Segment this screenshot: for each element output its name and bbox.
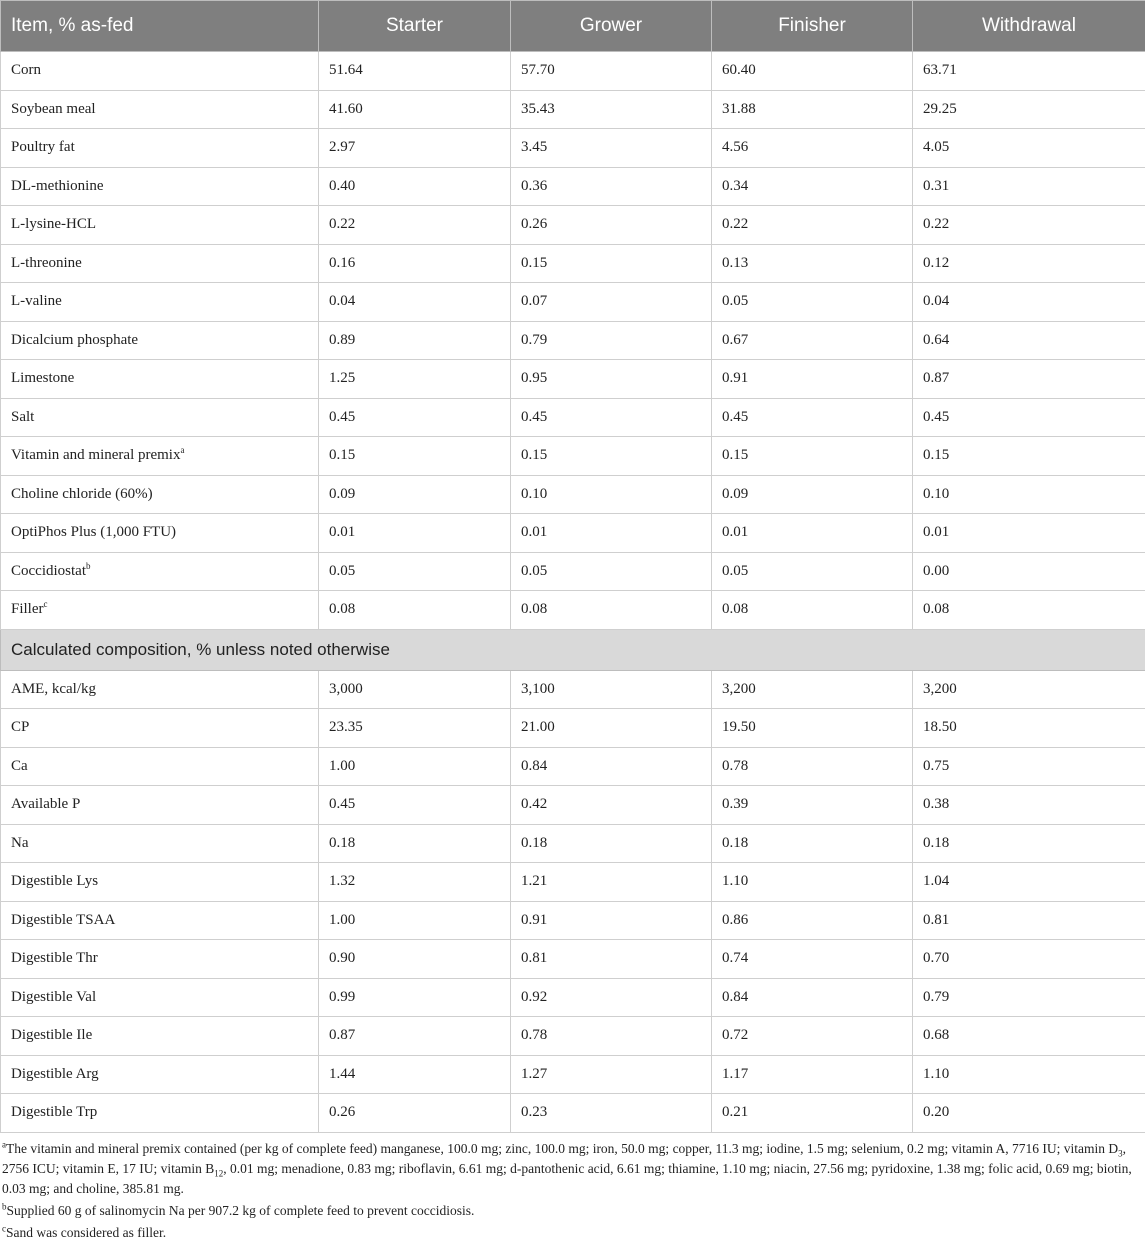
footnote-a-sub-b12: 12 xyxy=(214,1168,223,1178)
header-starter: Starter xyxy=(319,1,511,52)
row-label: Dicalcium phosphate xyxy=(11,332,138,348)
row-label: Na xyxy=(11,835,29,851)
value-cell: 0.34 xyxy=(712,167,913,206)
footnotes xyxy=(0,1133,1145,1243)
value-cell: 0.09 xyxy=(319,475,511,514)
value-cell: 0.90 xyxy=(319,940,511,979)
table-row xyxy=(1,321,1145,360)
value-cell: 0.45 xyxy=(712,398,913,437)
footnote-marker: a xyxy=(180,445,184,455)
value-cell: 0.13 xyxy=(712,244,913,283)
value-cell: 0.79 xyxy=(511,321,712,360)
row-label-cell xyxy=(1,591,319,630)
footnote-c-mark: c xyxy=(2,1223,6,1233)
value-cell: 0.78 xyxy=(712,747,913,786)
table-row xyxy=(1,901,1145,940)
footnote-c-text: Sand was considered as filler. xyxy=(6,1225,166,1240)
table-header-row xyxy=(1,1,1145,52)
row-label: Coccidiostat xyxy=(11,563,86,579)
composition-rows xyxy=(1,670,1145,1132)
table-row xyxy=(1,709,1145,748)
value-cell: 0.08 xyxy=(511,591,712,630)
value-cell: 3,000 xyxy=(319,670,511,709)
row-label: AME, kcal/kg xyxy=(11,681,96,697)
value-cell: 0.18 xyxy=(511,824,712,863)
table-row xyxy=(1,1017,1145,1056)
row-label: Corn xyxy=(11,62,41,78)
header-grower: Grower xyxy=(511,1,712,52)
row-label: Digestible Val xyxy=(11,989,96,1005)
row-label-cell xyxy=(1,206,319,245)
value-cell: 0.84 xyxy=(712,978,913,1017)
footnote-b-text: Supplied 60 g of salinomycin Na per 907.2 kg of complete feed to prevent coccidiosis. xyxy=(7,1203,475,1218)
value-cell: 0.87 xyxy=(913,360,1145,399)
header-item: Item, % as-fed xyxy=(1,1,319,52)
value-cell: 0.15 xyxy=(511,437,712,476)
section-label: Calculated composition, % unless noted otherwise xyxy=(1,629,1145,670)
row-label: L-valine xyxy=(11,293,62,309)
row-label-cell xyxy=(1,398,319,437)
value-cell: 0.08 xyxy=(913,591,1145,630)
row-label: DL-methionine xyxy=(11,178,103,194)
table-row xyxy=(1,978,1145,1017)
row-label: OptiPhos Plus (1,000 FTU) xyxy=(11,524,176,540)
value-cell: 0.26 xyxy=(319,1094,511,1133)
value-cell: 1.44 xyxy=(319,1055,511,1094)
value-cell: 0.67 xyxy=(712,321,913,360)
row-label-cell xyxy=(1,283,319,322)
table-row xyxy=(1,398,1145,437)
table-row xyxy=(1,670,1145,709)
value-cell: 0.74 xyxy=(712,940,913,979)
table-row xyxy=(1,1055,1145,1094)
value-cell: 0.08 xyxy=(712,591,913,630)
value-cell: 0.15 xyxy=(511,244,712,283)
footnote-marker: b xyxy=(86,561,91,571)
value-cell: 0.08 xyxy=(319,591,511,630)
row-label-cell xyxy=(1,901,319,940)
value-cell: 0.38 xyxy=(913,786,1145,825)
value-cell: 0.42 xyxy=(511,786,712,825)
value-cell: 0.70 xyxy=(913,940,1145,979)
row-label: Ca xyxy=(11,758,28,774)
value-cell: 1.00 xyxy=(319,747,511,786)
table-row xyxy=(1,360,1145,399)
value-cell: 0.15 xyxy=(712,437,913,476)
value-cell: 0.22 xyxy=(319,206,511,245)
value-cell: 0.45 xyxy=(511,398,712,437)
value-cell: 0.91 xyxy=(511,901,712,940)
value-cell: 0.22 xyxy=(712,206,913,245)
value-cell: 18.50 xyxy=(913,709,1145,748)
value-cell: 0.84 xyxy=(511,747,712,786)
value-cell: 1.10 xyxy=(712,863,913,902)
row-label-cell xyxy=(1,129,319,168)
row-label: L-lysine-HCL xyxy=(11,216,96,232)
row-label: Vitamin and mineral premix xyxy=(11,447,180,463)
value-cell: 1.10 xyxy=(913,1055,1145,1094)
value-cell: 0.68 xyxy=(913,1017,1145,1056)
value-cell: 29.25 xyxy=(913,90,1145,129)
header-withdrawal: Withdrawal xyxy=(913,1,1145,52)
value-cell: 0.78 xyxy=(511,1017,712,1056)
row-label-cell xyxy=(1,244,319,283)
footnote-marker: c xyxy=(44,599,48,609)
value-cell: 60.40 xyxy=(712,52,913,91)
value-cell: 21.00 xyxy=(511,709,712,748)
row-label: Digestible Thr xyxy=(11,950,98,966)
section-row xyxy=(1,629,1145,670)
value-cell: 57.70 xyxy=(511,52,712,91)
footnote-b-mark: b xyxy=(2,1201,7,1211)
table-row xyxy=(1,129,1145,168)
value-cell: 3,200 xyxy=(712,670,913,709)
footnote-b xyxy=(2,1201,1135,1221)
row-label: Digestible Ile xyxy=(11,1027,92,1043)
value-cell: 0.31 xyxy=(913,167,1145,206)
row-label-cell xyxy=(1,940,319,979)
row-label-cell xyxy=(1,1094,319,1133)
row-label-cell xyxy=(1,514,319,553)
ingredient-rows xyxy=(1,52,1145,630)
value-cell: 0.45 xyxy=(913,398,1145,437)
value-cell: 0.18 xyxy=(712,824,913,863)
value-cell: 0.89 xyxy=(319,321,511,360)
value-cell: 0.75 xyxy=(913,747,1145,786)
value-cell: 0.18 xyxy=(913,824,1145,863)
value-cell: 3,200 xyxy=(913,670,1145,709)
row-label-cell xyxy=(1,747,319,786)
table-row xyxy=(1,786,1145,825)
row-label-cell xyxy=(1,978,319,1017)
value-cell: 3.45 xyxy=(511,129,712,168)
value-cell: 63.71 xyxy=(913,52,1145,91)
row-label: Poultry fat xyxy=(11,139,75,155)
row-label-cell xyxy=(1,360,319,399)
table-row xyxy=(1,244,1145,283)
table-row xyxy=(1,475,1145,514)
value-cell: 0.10 xyxy=(913,475,1145,514)
value-cell: 0.36 xyxy=(511,167,712,206)
table-row xyxy=(1,437,1145,476)
table-row xyxy=(1,1094,1145,1133)
value-cell: 0.86 xyxy=(712,901,913,940)
value-cell: 0.01 xyxy=(913,514,1145,553)
value-cell: 0.01 xyxy=(511,514,712,553)
row-label: Filler xyxy=(11,601,44,617)
row-label-cell xyxy=(1,52,319,91)
footnote-a-sub-d3: 3 xyxy=(1118,1148,1123,1158)
value-cell: 0.91 xyxy=(712,360,913,399)
table-row xyxy=(1,206,1145,245)
table-row xyxy=(1,747,1145,786)
value-cell: 0.12 xyxy=(913,244,1145,283)
value-cell: 4.56 xyxy=(712,129,913,168)
row-label-cell xyxy=(1,552,319,591)
row-label: Limestone xyxy=(11,370,74,386)
row-label: CP xyxy=(11,719,29,735)
table-row xyxy=(1,514,1145,553)
value-cell: 1.04 xyxy=(913,863,1145,902)
value-cell: 0.15 xyxy=(319,437,511,476)
value-cell: 0.15 xyxy=(913,437,1145,476)
value-cell: 0.40 xyxy=(319,167,511,206)
value-cell: 0.79 xyxy=(913,978,1145,1017)
value-cell: 0.72 xyxy=(712,1017,913,1056)
value-cell: 23.35 xyxy=(319,709,511,748)
value-cell: 19.50 xyxy=(712,709,913,748)
table-row xyxy=(1,167,1145,206)
table-row xyxy=(1,824,1145,863)
value-cell: 1.21 xyxy=(511,863,712,902)
table-row xyxy=(1,283,1145,322)
value-cell: 0.05 xyxy=(319,552,511,591)
value-cell: 0.64 xyxy=(913,321,1145,360)
table-row xyxy=(1,863,1145,902)
row-label: Available P xyxy=(11,796,80,812)
value-cell: 1.32 xyxy=(319,863,511,902)
row-label-cell xyxy=(1,670,319,709)
value-cell: 0.99 xyxy=(319,978,511,1017)
value-cell: 0.07 xyxy=(511,283,712,322)
value-cell: 0.95 xyxy=(511,360,712,399)
row-label-cell xyxy=(1,786,319,825)
row-label-cell xyxy=(1,1017,319,1056)
value-cell: 0.45 xyxy=(319,786,511,825)
row-label-cell xyxy=(1,321,319,360)
value-cell: 2.97 xyxy=(319,129,511,168)
value-cell: 0.05 xyxy=(511,552,712,591)
value-cell: 0.45 xyxy=(319,398,511,437)
value-cell: 0.00 xyxy=(913,552,1145,591)
value-cell: 0.04 xyxy=(913,283,1145,322)
value-cell: 1.25 xyxy=(319,360,511,399)
value-cell: 3,100 xyxy=(511,670,712,709)
value-cell: 1.27 xyxy=(511,1055,712,1094)
value-cell: 0.01 xyxy=(712,514,913,553)
value-cell: 0.05 xyxy=(712,552,913,591)
value-cell: 31.88 xyxy=(712,90,913,129)
row-label: Salt xyxy=(11,409,34,425)
row-label: Digestible TSAA xyxy=(11,912,115,928)
value-cell: 0.81 xyxy=(913,901,1145,940)
row-label: Digestible Arg xyxy=(11,1066,99,1082)
footnote-a-text-1: The vitamin and mineral premix contained (per kg of complete feed) manganese, 100.0 mg; zinc, 100.0 mg; iron, 50.0 mg; copper, 11.3 mg; iodine, 1.5 mg; selenium, 0.2 mg; vitamin A, 7716 IU; vitamin D xyxy=(6,1141,1118,1156)
value-cell: 0.09 xyxy=(712,475,913,514)
value-cell: 0.20 xyxy=(913,1094,1145,1133)
value-cell: 4.05 xyxy=(913,129,1145,168)
value-cell: 0.21 xyxy=(712,1094,913,1133)
row-label: Digestible Trp xyxy=(11,1104,97,1120)
footnote-a-text-2: , 2756 ICU; vitamin E, 17 IU; vitamin B xyxy=(2,1141,1126,1176)
table-row xyxy=(1,90,1145,129)
row-label: Digestible Lys xyxy=(11,873,98,889)
value-cell: 0.16 xyxy=(319,244,511,283)
row-label-cell xyxy=(1,475,319,514)
row-label-cell xyxy=(1,824,319,863)
value-cell: 0.81 xyxy=(511,940,712,979)
row-label-cell xyxy=(1,437,319,476)
value-cell: 0.22 xyxy=(913,206,1145,245)
value-cell: 41.60 xyxy=(319,90,511,129)
value-cell: 0.10 xyxy=(511,475,712,514)
value-cell: 0.87 xyxy=(319,1017,511,1056)
value-cell: 0.23 xyxy=(511,1094,712,1133)
value-cell: 1.17 xyxy=(712,1055,913,1094)
row-label-cell xyxy=(1,167,319,206)
footnote-a-mark: a xyxy=(2,1139,6,1149)
row-label-cell xyxy=(1,709,319,748)
value-cell: 0.01 xyxy=(319,514,511,553)
value-cell: 0.26 xyxy=(511,206,712,245)
footnote-a-text-3: , 0.01 mg; menadione, 0.83 mg; riboflavin, 6.61 mg; d-pantothenic acid, 6.61 mg; thiamine, 1.10 mg; niacin, 27.56 mg; pyridoxine, 1.38 mg; folic acid, 0.69 mg; biotin, 0.03 mg; and choline, 385.81 mg. xyxy=(2,1161,1132,1196)
row-label-cell xyxy=(1,90,319,129)
row-label-cell xyxy=(1,863,319,902)
value-cell: 0.18 xyxy=(319,824,511,863)
row-label: Soybean meal xyxy=(11,101,96,117)
row-label: Choline chloride (60%) xyxy=(11,486,153,502)
value-cell: 0.05 xyxy=(712,283,913,322)
table-row xyxy=(1,591,1145,630)
header-finisher: Finisher xyxy=(712,1,913,52)
row-label: L-threonine xyxy=(11,255,82,271)
table-row xyxy=(1,940,1145,979)
value-cell: 0.04 xyxy=(319,283,511,322)
table-row xyxy=(1,552,1145,591)
value-cell: 51.64 xyxy=(319,52,511,91)
row-label-cell xyxy=(1,1055,319,1094)
table-row xyxy=(1,52,1145,91)
section-header xyxy=(1,629,1145,670)
value-cell: 35.43 xyxy=(511,90,712,129)
value-cell: 1.00 xyxy=(319,901,511,940)
footnote-a xyxy=(2,1139,1135,1199)
value-cell: 0.39 xyxy=(712,786,913,825)
value-cell: 0.92 xyxy=(511,978,712,1017)
